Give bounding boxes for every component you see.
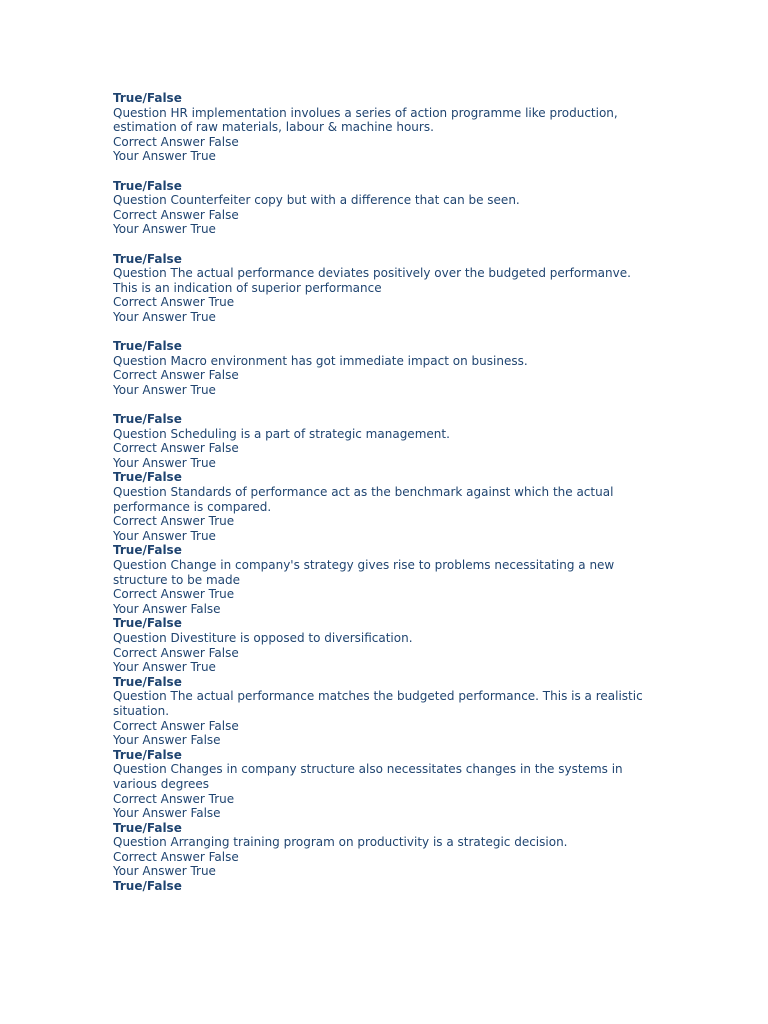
quiz-item	[113, 543, 653, 616]
your-answer: Your Answer True	[113, 528, 216, 543]
your-answer: Your Answer True	[113, 309, 216, 324]
question-type: True/False	[113, 91, 182, 105]
question-type: True/False	[113, 543, 182, 558]
question-type: True/False	[113, 820, 182, 835]
quiz-item	[113, 179, 653, 237]
question-type: True/False	[113, 674, 182, 689]
question-type: True/False	[113, 616, 182, 631]
correct-answer: Correct Answer True	[113, 514, 235, 529]
correct-answer: Correct Answer False	[113, 849, 239, 864]
your-answer: Your Answer True	[113, 455, 216, 470]
question-text: Question The actual performance matches the budgeted performance. This is a realistic situation.	[113, 689, 643, 718]
your-answer: Your Answer True	[113, 149, 216, 164]
quiz-item	[113, 470, 653, 543]
question-type: True/False	[113, 251, 182, 266]
your-answer: Your Answer True	[113, 222, 216, 237]
question-text: Question Counterfeiter copy but with a difference that can be seen.	[113, 193, 520, 208]
correct-answer: Correct Answer True	[113, 791, 235, 806]
your-answer: Your Answer False	[113, 733, 221, 748]
correct-answer: Correct Answer False	[113, 645, 239, 660]
your-answer: Your Answer False	[113, 601, 221, 616]
quiz-item	[113, 821, 653, 879]
correct-answer: Correct Answer False	[113, 441, 239, 456]
your-answer: Your Answer True	[113, 382, 216, 397]
your-answer: Your Answer False	[113, 806, 221, 821]
correct-answer: Correct Answer False	[113, 368, 239, 383]
question-type: True/False	[113, 747, 182, 762]
quiz-item	[113, 339, 653, 397]
correct-answer: Correct Answer False	[113, 134, 239, 149]
question-type: True/False	[113, 879, 182, 894]
question-text: Question Divestiture is opposed to diversification.	[113, 630, 413, 645]
quiz-item	[113, 616, 653, 674]
quiz-item	[113, 675, 653, 748]
question-type: True/False	[113, 178, 182, 193]
question-text: Question The actual performance deviates positively over the budgeted performanve. This is an indication of superior performance	[113, 266, 631, 295]
quiz-item	[113, 748, 653, 821]
question-text: Question Change in company's strategy gives rise to problems necessitating a new structure to be made	[113, 558, 615, 587]
question-text: Question HR implementation involues a series of action programme like production, estimation of raw materials, labour & machine hours.	[113, 105, 618, 135]
correct-answer: Correct Answer False	[113, 207, 239, 222]
correct-answer: Correct Answer False	[113, 718, 239, 733]
question-text: Question Standards of performance act as the benchmark against which the actual performance is compared.	[113, 485, 614, 514]
question-text: Question Scheduling is a part of strategic management.	[113, 426, 450, 441]
question-text: Question Changes in company structure also necessitates changes in the systems in various degrees	[113, 762, 623, 791]
your-answer: Your Answer True	[113, 864, 216, 879]
question-text: Question Arranging training program on productivity is a strategic decision.	[113, 835, 568, 850]
quiz-item	[113, 252, 653, 325]
correct-answer: Correct Answer True	[113, 295, 235, 310]
your-answer: Your Answer True	[113, 660, 216, 675]
quiz-item	[113, 91, 653, 164]
question-type: True/False	[113, 339, 182, 354]
correct-answer: Correct Answer True	[113, 587, 235, 602]
quiz-item	[113, 879, 653, 894]
question-type: True/False	[113, 412, 182, 427]
quiz-results-document	[113, 91, 653, 894]
question-text: Question Macro environment has got immediate impact on business.	[113, 353, 528, 368]
quiz-item	[113, 412, 653, 470]
question-type: True/False	[113, 470, 182, 485]
